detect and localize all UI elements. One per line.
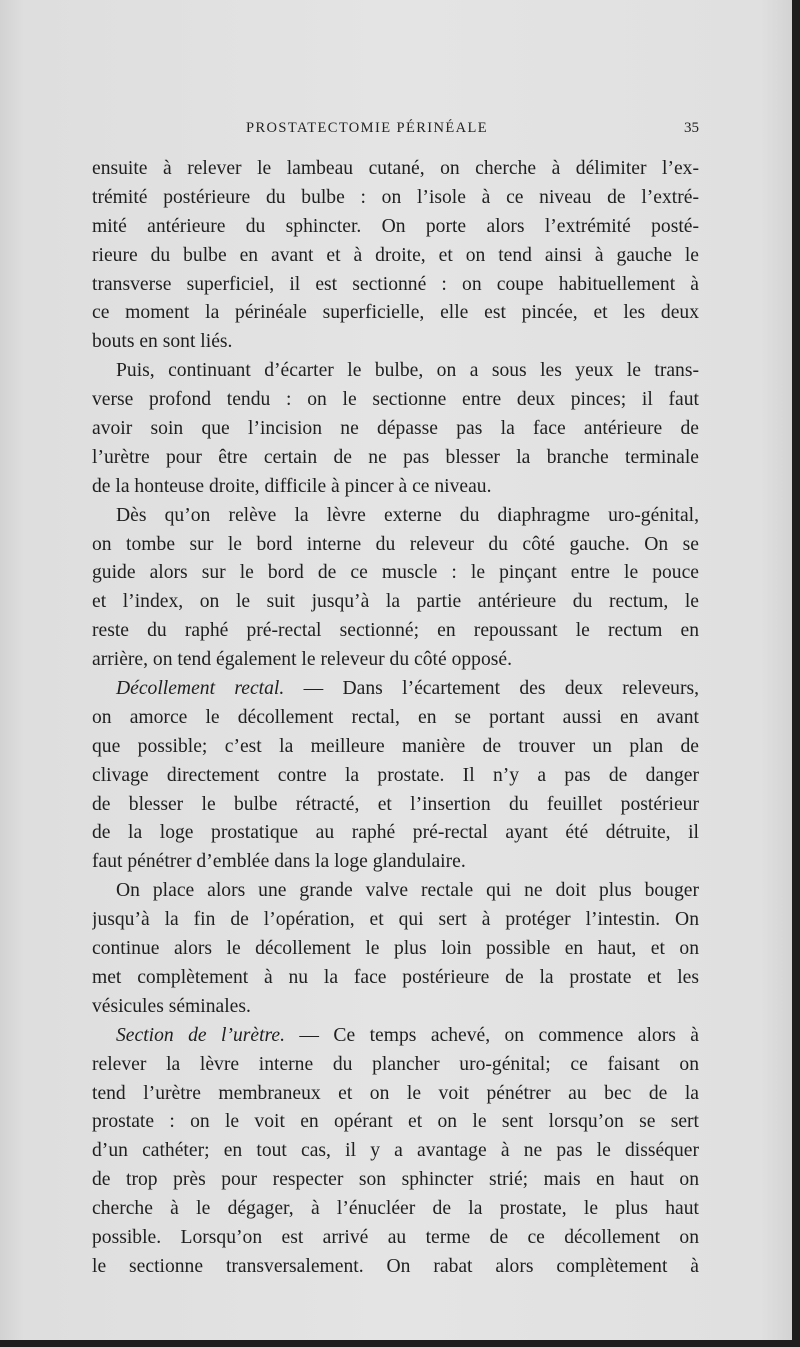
page-header — [96, 120, 699, 142]
text-line: relever la lèvre interne du plancher uro-génital; ce faisant on — [92, 1053, 699, 1075]
section-heading: Décollement rectal. — [116, 678, 285, 700]
text-line: on amorce le décollement rectal, en se portant aussi en avant — [92, 706, 699, 728]
text-line: mité antérieure du sphincter. On porte alors l’extrémité posté- — [92, 215, 699, 237]
text-line: on tombe sur le bord interne du releveur du côté gauche. On se — [92, 533, 699, 555]
text-line: et l’index, on le suit jusqu’à la partie antérieure du rectum, le — [92, 591, 699, 613]
text-line: guide alors sur le bord de ce muscle : le pinçant entre le pouce — [92, 562, 699, 584]
text-line: reste du raphé pré-rectal sectionné; en repoussant le rectum en — [92, 620, 699, 642]
text-line: Dès qu’on relève la lèvre externe du diaphragme uro-génital, — [116, 504, 699, 526]
text-line: possible. Lorsqu’on est arrivé au terme de ce décollement on — [92, 1226, 699, 1248]
text-line: continue alors le décollement le plus loin possible en haut, et on — [92, 938, 699, 960]
text-line: Décollement rectal. — Dans l’écartement des deux releveurs, — [116, 678, 699, 700]
body-text — [92, 155, 699, 1282]
text-line: vésicules séminales. — [92, 995, 251, 1017]
running-head: PROSTATECTOMIE PÉRINÉALE — [246, 120, 489, 136]
text-line: bouts en sont liés. — [92, 331, 233, 353]
text-line: de blesser le bulbe rétracté, et l’insertion du feuillet postérieur — [92, 793, 699, 815]
text-line: clivage directement contre la prostate. Il n’y a pas de danger — [92, 764, 699, 786]
text-line: met complètement à nu la face postérieure de la prostate et les — [92, 966, 699, 988]
section-heading: Section de l’urètre. — [116, 1024, 286, 1046]
text-line: ce moment la périnéale superficielle, elle est pincée, et les deux — [92, 302, 699, 324]
text-line: cherche à le dégager, à l’énucléer de la prostate, le plus haut — [92, 1198, 699, 1220]
text-line: arrière, on tend également le releveur du côté opposé. — [92, 649, 512, 671]
text-line: de la honteuse droite, difficile à pincer à ce niveau. — [92, 475, 492, 497]
text-line: que possible; c’est la meilleure manière de trouver un plan de — [92, 735, 699, 757]
text-line: verse profond tendu : on le sectionne entre deux pinces; il faut — [92, 389, 699, 411]
text-line: avoir soin que l’incision ne dépasse pas la face antérieure de — [92, 418, 699, 440]
text-line: transverse superficiel, il est sectionné : on coupe habituellement à — [92, 273, 699, 295]
text-line: On place alors une grande valve rectale qui ne doit plus bouger — [116, 880, 699, 902]
text-line: de la loge prostatique au raphé pré-rectal ayant été détruite, il — [92, 822, 699, 844]
text-line: rieure du bulbe en avant et à droite, et on tend ainsi à gauche le — [92, 244, 699, 266]
text-line: tend l’urètre membraneux et on le voit pénétrer au bec de la — [92, 1082, 699, 1104]
text-line: de trop près pour respecter son sphincter strié; mais en haut on — [92, 1169, 699, 1191]
text-line: Puis, continuant d’écarter le bulbe, on a sous les yeux le trans- — [116, 360, 699, 382]
text-line: prostate : on le voit en opérant et on le sent lorsqu’on se sert — [92, 1111, 699, 1133]
text-line: d’un cathéter; en tout cas, il y a avantage à ne pas le disséquer — [92, 1140, 699, 1162]
text-line: Section de l’urètre. — Ce temps achevé, on commence alors à — [116, 1024, 699, 1046]
text-line: jusqu’à la fin de l’opération, et qui sert à protéger l’intestin. On — [92, 909, 699, 931]
text-line: trémité postérieure du bulbe : on l’isole à ce niveau de l’extré- — [92, 186, 699, 208]
text-line: faut pénétrer d’emblée dans la loge glandulaire. — [92, 851, 466, 873]
text-line: ensuite à relever le lambeau cutané, on cherche à délimiter l’ex- — [92, 158, 699, 179]
text-line: le sectionne transversalement. On rabat alors complètement à — [92, 1255, 699, 1277]
text-line: l’urètre pour être certain de ne pas blesser la branche terminale — [92, 446, 699, 468]
page-number: 35 — [684, 120, 699, 136]
